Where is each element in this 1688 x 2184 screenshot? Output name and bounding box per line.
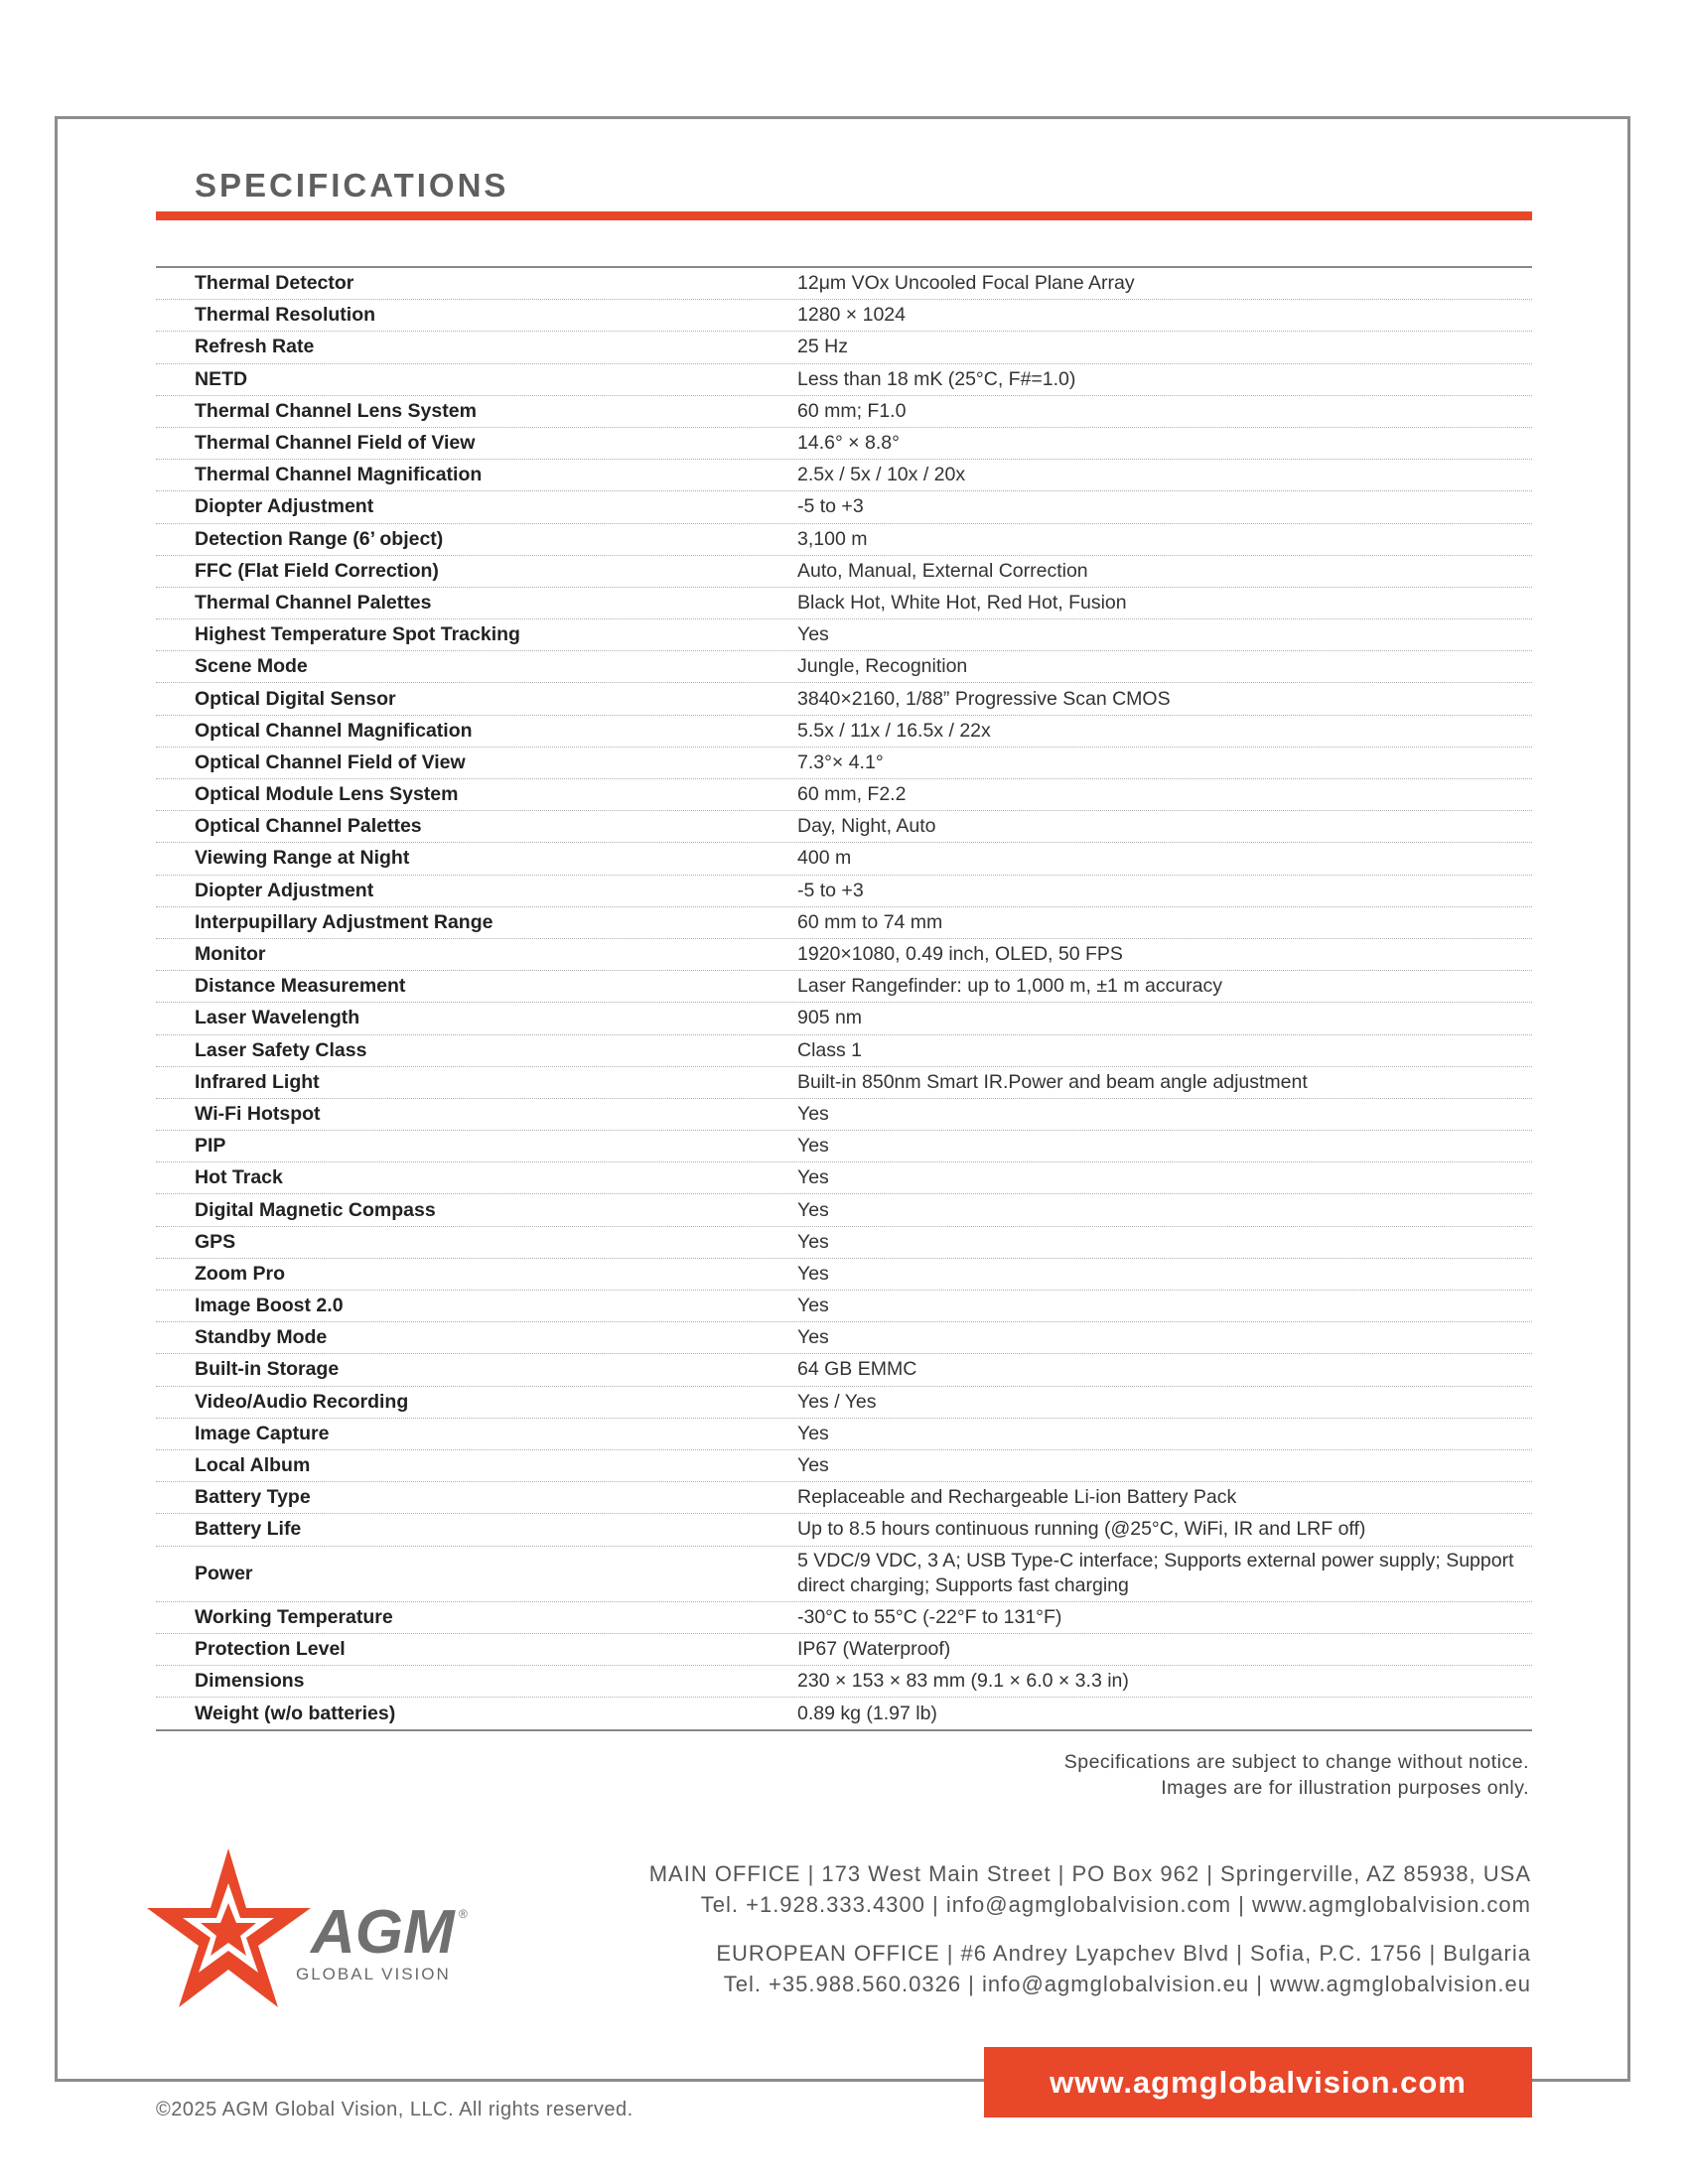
spec-row: [156, 332, 1532, 363]
spec-row: [156, 1387, 1532, 1419]
spec-value: Day, Night, Auto: [797, 815, 936, 838]
spec-label: Laser Wavelength: [195, 1007, 360, 1029]
spec-row: [156, 1634, 1532, 1666]
spec-value: 60 mm, F2.2: [797, 783, 907, 806]
spec-row: [156, 1666, 1532, 1698]
spec-value: Yes: [797, 1422, 829, 1444]
disclaimer: [1064, 1749, 1529, 1801]
spec-row: [156, 1354, 1532, 1386]
spec-label: FFC (Flat Field Correction): [195, 559, 439, 582]
spec-label: Digital Magnetic Compass: [195, 1198, 436, 1221]
spec-value: Yes: [797, 1454, 829, 1477]
spec-row: [156, 1602, 1532, 1634]
spec-value: -30°C to 55°C (-22°F to 131°F): [797, 1605, 1062, 1628]
spec-value: Yes: [797, 1102, 829, 1125]
registered-mark: ®: [459, 1907, 468, 1921]
spec-value: Yes / Yes: [797, 1390, 877, 1413]
spec-label: Video/Audio Recording: [195, 1390, 409, 1413]
spec-label: Battery Type: [195, 1486, 311, 1509]
spec-row: [156, 748, 1532, 779]
spec-row: [156, 268, 1532, 300]
spec-label: Working Temperature: [195, 1605, 393, 1628]
spec-label: Image Boost 2.0: [195, 1295, 344, 1317]
title-underline: [156, 211, 1532, 220]
spec-value: Yes: [797, 1166, 829, 1189]
spec-row: [156, 1514, 1532, 1546]
spec-label: Optical Channel Palettes: [195, 815, 422, 838]
spec-value: -5 to +3: [797, 495, 864, 518]
spec-value: 3,100 m: [797, 527, 868, 550]
spec-label: Laser Safety Class: [195, 1038, 367, 1061]
page-title: SPECIFICATIONS: [195, 167, 509, 204]
spec-value: Yes: [797, 1295, 829, 1317]
disclaimer-line: Images are for illustration purposes only.: [1161, 1777, 1529, 1799]
spec-label: Local Album: [195, 1454, 311, 1477]
spec-label: NETD: [195, 367, 248, 390]
spec-row: [156, 1259, 1532, 1291]
spec-value: Built-in 850nm Smart IR.Power and beam angle adjustment: [797, 1070, 1308, 1093]
spec-label: Scene Mode: [195, 655, 308, 678]
spec-value: 400 m: [797, 847, 852, 870]
logo-wordmark: AGM: [311, 1898, 455, 1967]
spec-label: Wi-Fi Hotspot: [195, 1102, 321, 1125]
spec-row: [156, 1003, 1532, 1034]
spec-label: Power: [195, 1562, 253, 1584]
spec-value: 5.5x / 11x / 16.5x / 22x: [797, 719, 991, 742]
spec-label: PIP: [195, 1135, 226, 1158]
spec-label: Thermal Channel Magnification: [195, 464, 483, 486]
spec-label: Infrared Light: [195, 1070, 320, 1093]
main-office-address: MAIN OFFICE | 173 West Main Street | PO Box 962 | Springerville, AZ 85938, USA: [648, 1861, 1531, 1886]
spec-label: GPS: [195, 1230, 236, 1253]
spec-value: 1280 × 1024: [797, 304, 906, 327]
copyright: ©2025 AGM Global Vision, LLC. All rights reserved.: [156, 2099, 633, 2120]
spec-label: Interpupillary Adjustment Range: [195, 910, 493, 933]
spec-label: Optical Digital Sensor: [195, 687, 396, 710]
spec-label: Viewing Range at Night: [195, 847, 410, 870]
spec-row: [156, 1419, 1532, 1450]
spec-label: Thermal Resolution: [195, 304, 376, 327]
spec-label: Distance Measurement: [195, 975, 406, 998]
spec-value: 230 × 153 × 83 mm (9.1 × 6.0 × 3.3 in): [797, 1669, 1129, 1692]
spec-value: Yes: [797, 623, 829, 646]
spec-label: Thermal Channel Lens System: [195, 399, 477, 422]
spec-label: Zoom Pro: [195, 1262, 285, 1285]
spec-label: Optical Channel Field of View: [195, 751, 466, 773]
spec-label: Optical Channel Magnification: [195, 719, 473, 742]
spec-row: [156, 1099, 1532, 1131]
spec-row: [156, 1162, 1532, 1194]
spec-value: 7.3°× 4.1°: [797, 751, 884, 773]
spec-value: 1920×1080, 0.49 inch, OLED, 50 FPS: [797, 943, 1123, 966]
star-icon: [147, 1848, 311, 2007]
spec-table: [156, 266, 1532, 1731]
spec-row: [156, 1547, 1532, 1602]
spec-value: -5 to +3: [797, 879, 864, 901]
spec-value: Yes: [797, 1198, 829, 1221]
spec-row: [156, 843, 1532, 875]
spec-row: [156, 588, 1532, 619]
spec-label: Diopter Adjustment: [195, 495, 374, 518]
spec-row: [156, 1035, 1532, 1067]
spec-label: Detection Range (6’ object): [195, 527, 444, 550]
spec-label: Dimensions: [195, 1669, 305, 1692]
spec-row: [156, 779, 1532, 811]
spec-value: Yes: [797, 1135, 829, 1158]
spec-row: [156, 1322, 1532, 1354]
spec-row: [156, 1698, 1532, 1729]
agm-logo: [147, 1848, 475, 2012]
spec-row: [156, 1067, 1532, 1099]
spec-value: Yes: [797, 1230, 829, 1253]
spec-row: [156, 1227, 1532, 1259]
spec-label: Diopter Adjustment: [195, 879, 374, 901]
main-office-contact: Tel. +1.928.333.4300 | info@agmglobalvision.com | www.agmglobalvision.com: [700, 1892, 1531, 1917]
disclaimer-line: Specifications are subject to change without notice.: [1063, 1751, 1529, 1773]
spec-value: Yes: [797, 1326, 829, 1349]
spec-row: [156, 428, 1532, 460]
spec-value: Less than 18 mK (25°C, F#=1.0): [797, 367, 1076, 390]
spec-row: [156, 619, 1532, 651]
spec-value: Auto, Manual, External Correction: [797, 559, 1088, 582]
spec-row: [156, 460, 1532, 491]
spec-row: [156, 971, 1532, 1003]
spec-value: IP67 (Waterproof): [797, 1637, 951, 1660]
spec-value: 25 Hz: [797, 336, 848, 358]
spec-row: [156, 524, 1532, 556]
spec-label: Hot Track: [195, 1166, 283, 1189]
spec-label: Weight (w/o batteries): [195, 1702, 396, 1724]
spec-value: Class 1: [797, 1038, 863, 1061]
european-office-address: EUROPEAN OFFICE | #6 Andrey Lyapchev Blvd | Sofia, P.C. 1756 | Bulgaria: [716, 1941, 1531, 1966]
spec-row: [156, 716, 1532, 748]
main-office: [649, 1858, 1531, 1920]
spec-label: Thermal Channel Field of View: [195, 432, 476, 455]
spec-value: 14.6° × 8.8°: [797, 432, 900, 455]
spec-label: Protection Level: [195, 1637, 346, 1660]
spec-row: [156, 907, 1532, 939]
spec-value: Up to 8.5 hours continuous running (@25°C, WiFi, IR and LRF off): [797, 1518, 1366, 1541]
spec-value: 12μm VOx Uncooled Focal Plane Array: [797, 272, 1135, 295]
spec-value: 3840×2160, 1/88” Progressive Scan CMOS: [797, 687, 1171, 710]
european-office: [716, 1938, 1531, 1999]
spec-row: [156, 1131, 1532, 1162]
spec-value: 5 VDC/9 VDC, 3 A; USB Type-C interface; Supports external power supply; Support direct charging; Supports fast charging: [797, 1550, 1514, 1596]
spec-row: [156, 811, 1532, 843]
spec-row: [156, 939, 1532, 971]
spec-label: Battery Life: [195, 1518, 302, 1541]
spec-value: Jungle, Recognition: [797, 655, 968, 678]
spec-label: Built-in Storage: [195, 1358, 340, 1381]
spec-value: Replaceable and Rechargeable Li-ion Battery Pack: [797, 1486, 1237, 1509]
spec-row: [156, 683, 1532, 715]
spec-label: Optical Module Lens System: [195, 783, 459, 806]
spec-label: Highest Temperature Spot Tracking: [195, 623, 520, 646]
spec-label: Standby Mode: [195, 1326, 328, 1349]
website-banner[interactable]: www.agmglobalvision.com: [984, 2047, 1532, 2117]
spec-value: Yes: [797, 1262, 829, 1285]
spec-row: [156, 364, 1532, 396]
spec-row: [156, 300, 1532, 332]
spec-row: [156, 1482, 1532, 1514]
spec-row: [156, 491, 1532, 523]
spec-row: [156, 396, 1532, 428]
spec-row: [156, 1291, 1532, 1322]
spec-value: 60 mm to 74 mm: [797, 910, 943, 933]
spec-label: Thermal Detector: [195, 272, 354, 295]
spec-value: 0.89 kg (1.97 lb): [797, 1702, 937, 1724]
spec-row: [156, 876, 1532, 907]
spec-value: Black Hot, White Hot, Red Hot, Fusion: [797, 591, 1127, 614]
spec-row: [156, 651, 1532, 683]
spec-value: 2.5x / 5x / 10x / 20x: [797, 464, 966, 486]
spec-row: [156, 556, 1532, 588]
spec-label: Refresh Rate: [195, 336, 315, 358]
spec-value: 905 nm: [797, 1007, 863, 1029]
spec-row: [156, 1450, 1532, 1482]
logo-tagline: GLOBAL VISION: [296, 1965, 451, 1983]
spec-label: Image Capture: [195, 1422, 330, 1444]
spec-value: Laser Rangefinder: up to 1,000 m, ±1 m accuracy: [797, 975, 1223, 998]
european-office-contact: Tel. +35.988.560.0326 | info@agmglobalvision.eu | www.agmglobalvision.eu: [723, 1972, 1531, 1996]
spec-label: Monitor: [195, 943, 266, 966]
spec-label: Thermal Channel Palettes: [195, 591, 432, 614]
spec-row: [156, 1194, 1532, 1226]
spec-value: 64 GB EMMC: [797, 1358, 917, 1381]
spec-value: 60 mm; F1.0: [797, 399, 907, 422]
